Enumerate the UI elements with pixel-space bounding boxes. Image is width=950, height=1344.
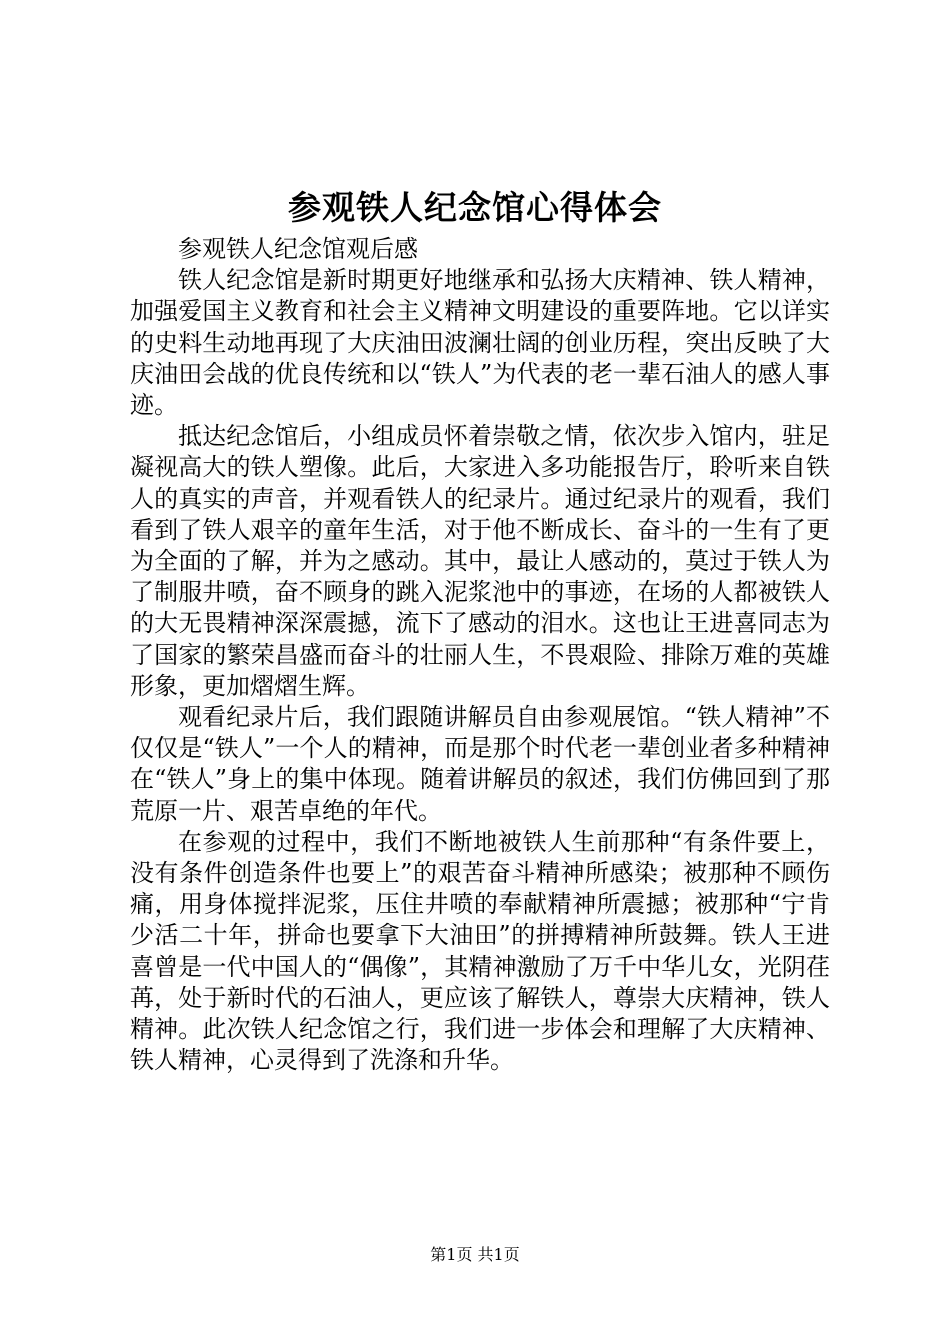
document-title: 参观铁人纪念馆心得体会: [288, 188, 662, 227]
subtitle-paragraph: 参观铁人纪念馆观后感: [178, 235, 418, 263]
body-paragraph: 抵达纪念馆后，小组成员怀着崇敬之情，依次步入馆内，驻足凝视高大的铁人塑像。此后，大家进入多功能报告厅，聆听来自铁人的真实的声音，并观看铁人的纪录片。通过纪录片的观看，我们看到了铁人艰辛的童年生活，对于他不断成长、奋斗的一生有了更为全面的了解，并为之感动。其中，最让人感动的，莫过于铁人为了制服井喷，奋不顾身的跳入泥浆池中的事迹，在场的人都被铁人的大无畏精神深深震撼，流下了感动的泪水。这也让王进喜同志为了国家的繁荣昌盛而奋斗的壮丽人生，不畏艰险、排除万难的英雄形象，更加熠熠生辉。: [130, 422, 830, 700]
document-body: [130, 234, 830, 1076]
body-paragraph: 在参观的过程中，我们不断地被铁人生前那种“有条件要上，没有条件创造条件也要上”的艰苦奋斗精神所感染；被那种不顾伤痛，用身体搅拌泥浆，压住井喷的奉献精神所震撼；被那种“宁肯少活二十年，拼命也要拿下大油田”的拼搏精神所鼓舞。铁人王进喜曾是一代中国人的“偶像”，其精神激励了万千中华儿女，光阴荏苒，处于新时代的石油人，更应该了解铁人，尊崇大庆精神，铁人精神。此次铁人纪念馆之行，我们进一步体会和理解了大庆精神、铁人精神，心灵得到了洗涤和升华。: [130, 827, 830, 1075]
page-footer: 第1页 共1页: [430, 1245, 520, 1264]
body-paragraph: 铁人纪念馆是新时期更好地继承和弘扬大庆精神、铁人精神，加强爱国主义教育和社会主义精神文明建设的重要阵地。它以详实的史料生动地再现了大庆油田波澜壮阔的创业历程，突出反映了大庆油田会战的优良传统和以“铁人”为代表的老一辈石油人的感人事迹。: [130, 266, 830, 420]
body-paragraph: 观看纪录片后，我们跟随讲解员自由参观展馆。“铁人精神”不仅仅是“铁人”一个人的精神，而是那个时代老一辈创业者多种精神在“铁人”身上的集中体现。随着讲解员的叙述，我们仿佛回到了那荒原一片、艰苦卓绝的年代。: [130, 703, 830, 825]
